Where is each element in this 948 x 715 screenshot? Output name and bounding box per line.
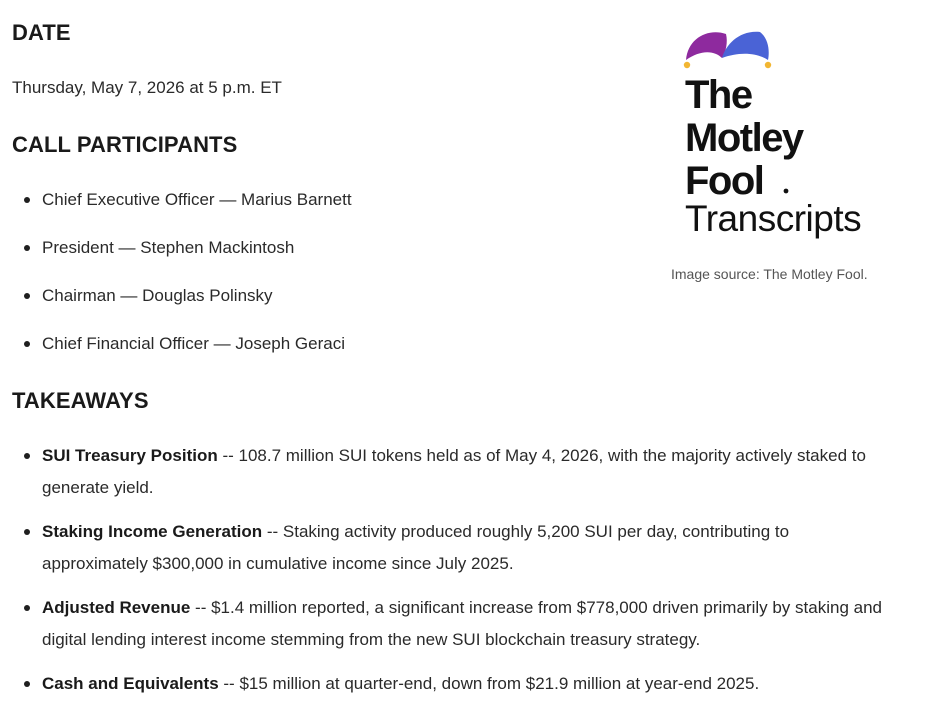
bullet-icon bbox=[24, 605, 30, 611]
bullet-icon bbox=[24, 453, 30, 459]
participant-text: Chairman — Douglas Polinsky bbox=[42, 286, 273, 305]
bullet-icon bbox=[24, 245, 30, 251]
jester-cap-icon bbox=[684, 32, 771, 68]
logo-text-transcripts: Transcripts bbox=[685, 198, 862, 239]
participant-text: Chief Executive Officer — Marius Barnett bbox=[42, 190, 352, 209]
takeaway-title: Adjusted Revenue bbox=[42, 598, 191, 617]
takeaway-text: -- 108.7 million SUI tokens held as of May 4, 2026, with the majority actively staked to generate yield. bbox=[42, 446, 866, 497]
list-item bbox=[12, 236, 612, 284]
participant-text: Chief Financial Officer — Joseph Geraci bbox=[42, 334, 345, 353]
bullet-icon bbox=[24, 341, 30, 347]
participants-heading: CALL PARTICIPANTS bbox=[12, 132, 238, 157]
takeaway-text: -- Staking activity produced roughly 5,200 SUI per day, contributing to approximately $300,000 in cumulative income since July 2025. bbox=[42, 522, 790, 573]
motley-fool-logo bbox=[668, 24, 888, 244]
image-caption: Image source: The Motley Fool. bbox=[671, 266, 868, 282]
bullet-icon bbox=[24, 529, 30, 535]
takeaway-text: -- $1.4 million reported, a significant increase from $778,000 driven primarily by staking and digital lending interest income stemming from the new SUI blockchain treasury strategy. bbox=[42, 598, 882, 649]
bullet-icon bbox=[24, 293, 30, 299]
registered-dot bbox=[784, 189, 789, 194]
bullet-icon bbox=[24, 681, 30, 687]
list-item bbox=[12, 284, 612, 332]
bullet-icon bbox=[24, 197, 30, 203]
logo-text-fool: Fool bbox=[685, 159, 764, 203]
participants-list bbox=[12, 188, 612, 380]
takeaway-title: SUI Treasury Position bbox=[42, 446, 218, 465]
date-value: Thursday, May 7, 2026 at 5 p.m. ET bbox=[12, 78, 282, 97]
logo-text-motley: Motley bbox=[685, 116, 803, 160]
list-item bbox=[12, 516, 892, 580]
list-item bbox=[12, 332, 612, 380]
takeaways-heading: TAKEAWAYS bbox=[12, 388, 149, 413]
takeaways-list bbox=[12, 444, 892, 715]
takeaway-title: Cash and Equivalents bbox=[42, 674, 219, 693]
list-item bbox=[12, 188, 612, 236]
participant-text: President — Stephen Mackintosh bbox=[42, 238, 295, 257]
list-item bbox=[12, 668, 892, 700]
logo-graphic bbox=[668, 24, 888, 244]
date-heading: DATE bbox=[12, 20, 71, 45]
list-item bbox=[12, 592, 892, 656]
list-item bbox=[12, 440, 892, 504]
logo-text-the: The bbox=[685, 73, 752, 117]
takeaway-text: -- $15 million at quarter-end, down from $21.9 million at year-end 2025. bbox=[218, 674, 760, 693]
takeaway-title: Staking Income Generation bbox=[42, 522, 263, 541]
